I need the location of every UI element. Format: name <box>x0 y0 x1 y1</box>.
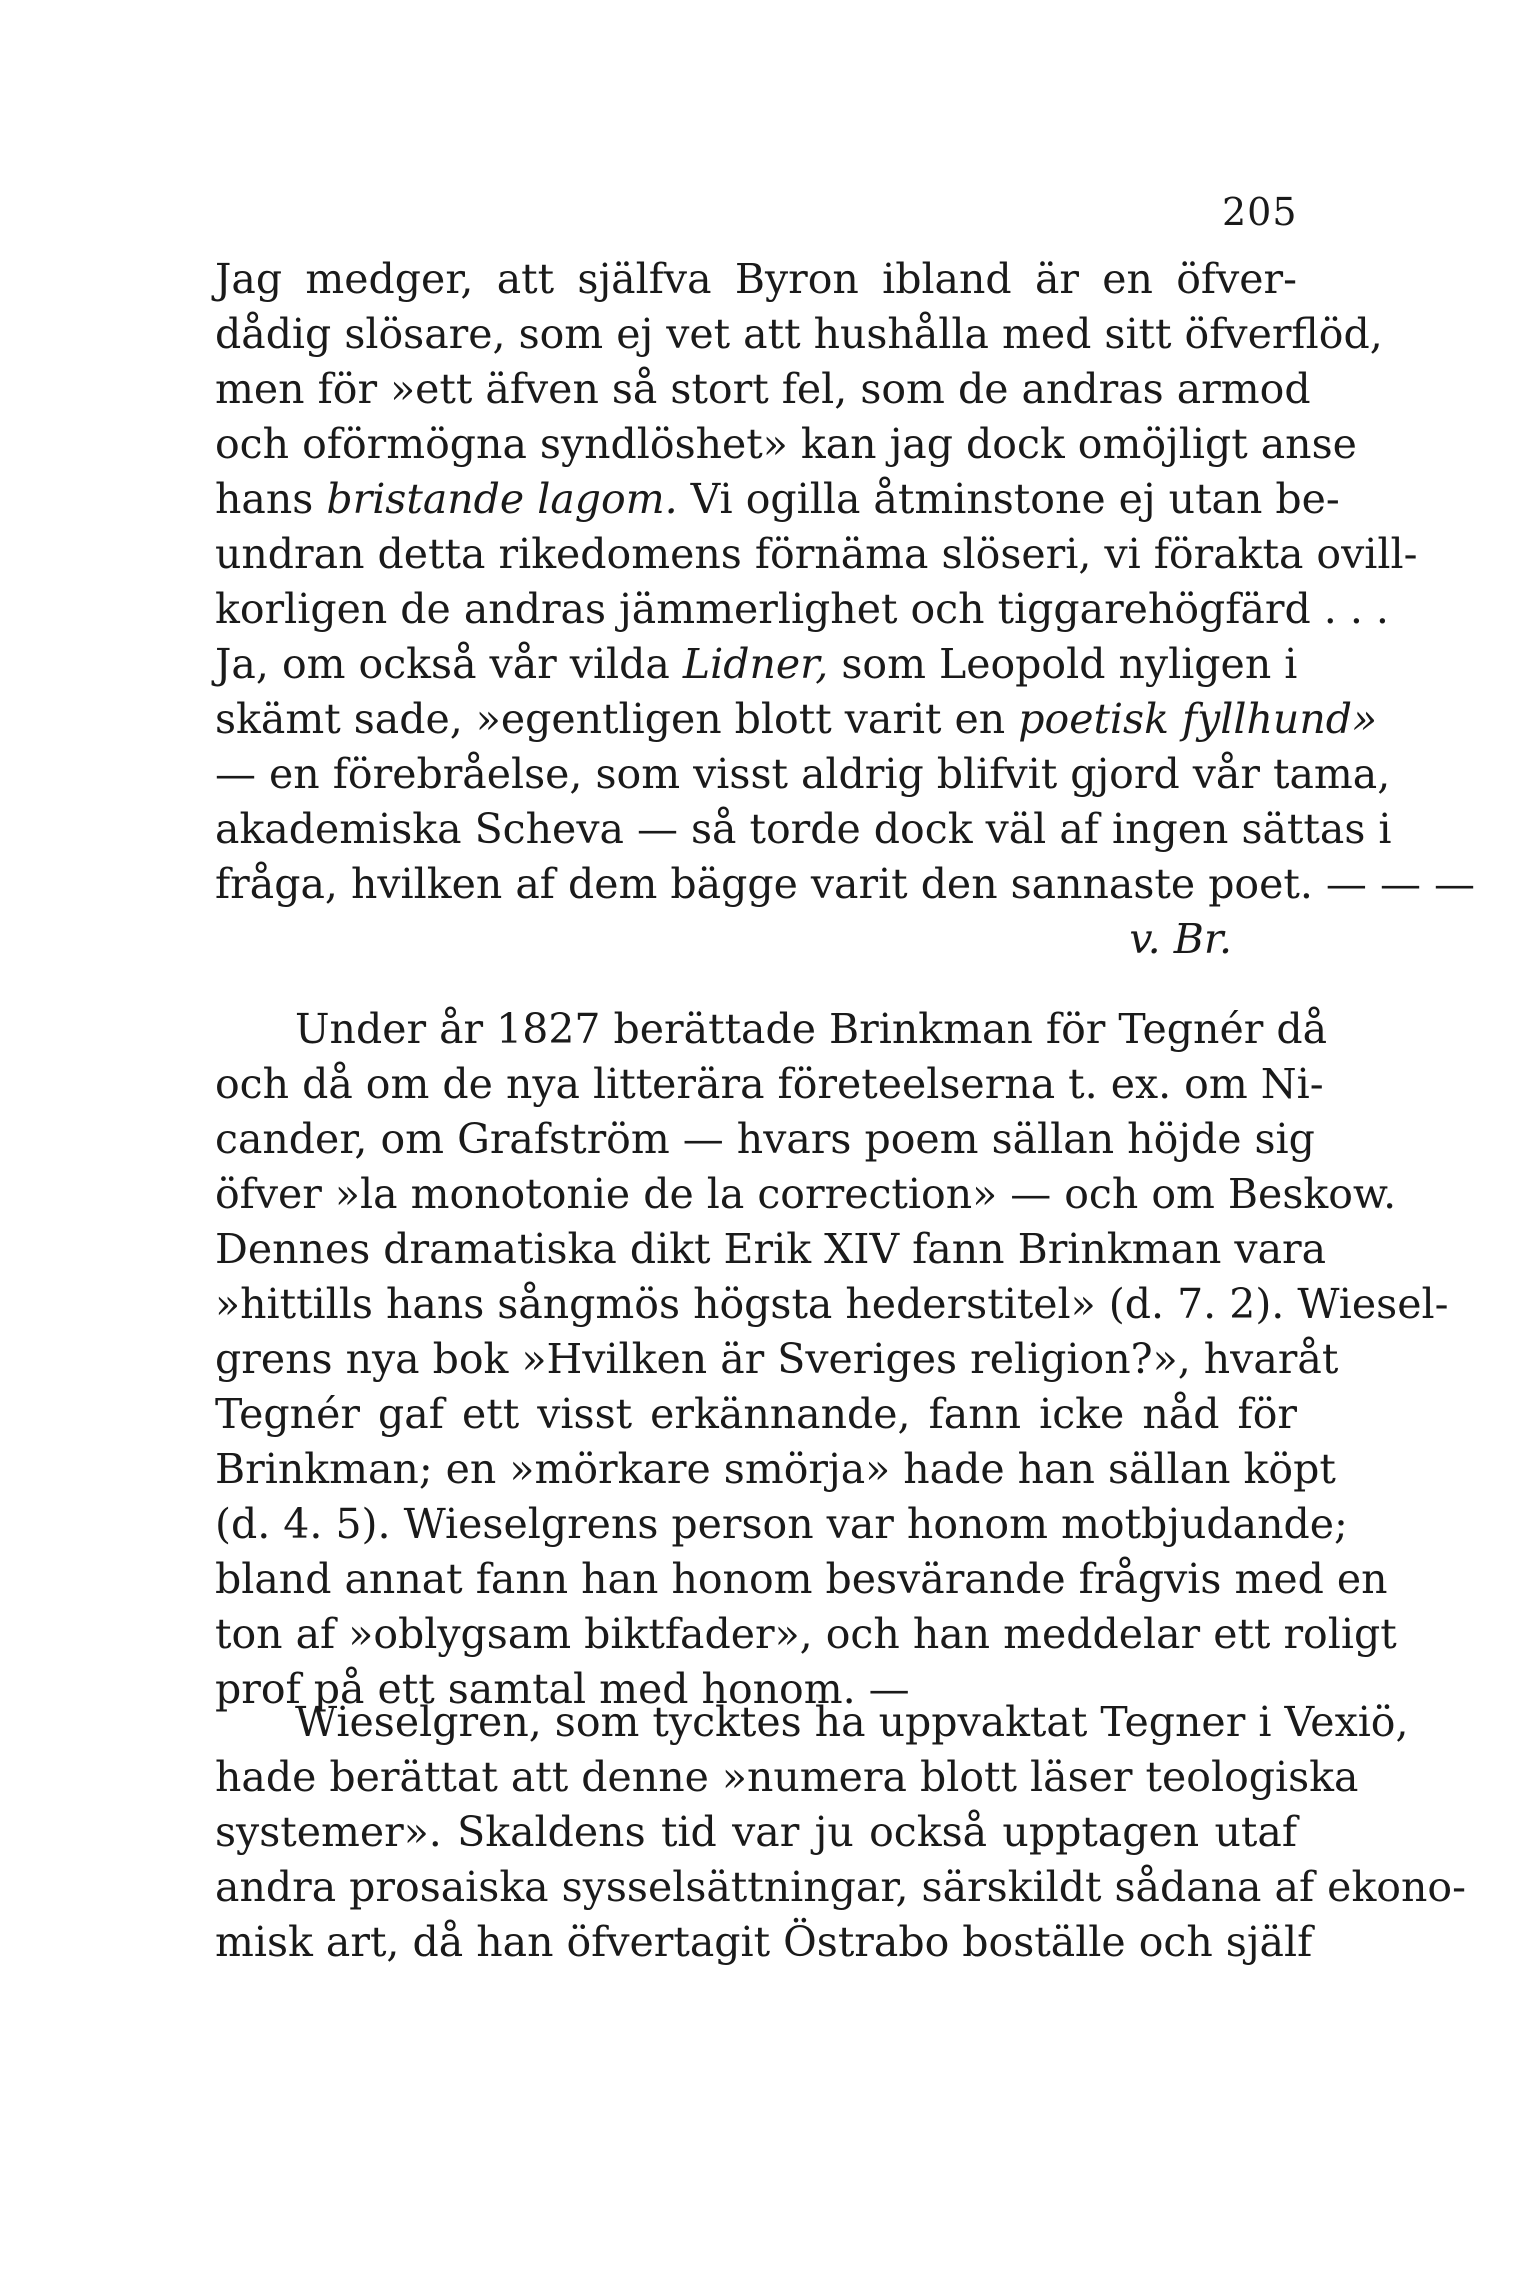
italic-phrase: bristande lagom. <box>326 475 678 523</box>
text-line: dådig slösare, som ej vet att hushålla med sitt öfverflöd, <box>215 310 1383 358</box>
text-line: (d. 4. 5). Wieselgrens person var honom motbjudande; <box>215 1500 1348 1548</box>
text-line: misk art, då han öfvertagit Östrabo boställe och själf <box>215 1918 1313 1966</box>
italic-phrase: poetisk fyllhund» <box>1018 695 1378 743</box>
text-line <box>215 637 1297 692</box>
text-fragment: hans <box>215 475 314 523</box>
text-line: undran detta rikedomens förnäma slöseri, vi förakta ovill- <box>215 530 1418 578</box>
text-line: andra prosaiska sysselsättningar, särskildt sådana af ekono- <box>215 1863 1466 1911</box>
paragraph-brinkman <box>215 1002 1449 1717</box>
paragraph-wieselgren <box>215 1695 1466 1970</box>
text-line: korligen de andras jämmerlighet och tiggarehögfärd . . . <box>215 585 1389 633</box>
text-line: men för »ett äfven så stort fel, som de andras armod <box>215 365 1311 413</box>
text-line: Jag medger, att själfva Byron ibland är en öfver- <box>215 255 1297 303</box>
text-fragment: Ja, om också vår vilda <box>215 640 670 688</box>
text-line <box>215 472 1340 527</box>
text-fragment: nyligen i <box>1118 640 1298 688</box>
text-line: fråga, hvilken af dem bägge varit den sannaste poet. — — — <box>215 860 1475 908</box>
text-line: cander, om Grafström — hvars poem sällan höjde sig <box>215 1115 1315 1163</box>
text-line: öfver »la monotonie de la correction» — och om Beskow. <box>215 1170 1397 1218</box>
text-fragment: som Leopold <box>841 640 1106 688</box>
text-line: prof på ett samtal med honom. — <box>215 1665 910 1713</box>
italic-name: Lidner, <box>682 640 829 688</box>
text-line: Dennes dramatiska dikt Erik XIV fann Brinkman vara <box>215 1225 1327 1273</box>
text-line <box>215 692 1378 747</box>
text-line: Wieselgren, som tycktes ha uppvaktat Tegner i Vexiö, <box>295 1698 1409 1746</box>
text-line: Under år 1827 berättade Brinkman för Tegnér då <box>295 1005 1328 1053</box>
page-number: 205 <box>1222 190 1298 234</box>
text-line: hade berättat att denne »numera blott läser teologiska <box>215 1753 1359 1801</box>
letter-quote <box>215 252 1475 967</box>
text-line: akademiska Scheva — så torde dock väl af ingen sättas i <box>215 805 1392 853</box>
text-line: Brinkman; en »mörkare smörja» hade han sällan köpt <box>215 1445 1336 1493</box>
signature: v. Br. <box>1129 915 1232 963</box>
text-line: »hittills hans sångmös högsta hederstitel» (d. 7. 2). Wiesel- <box>215 1280 1449 1328</box>
text-line: Tegnér gaf ett visst erkännande, fann icke nåd för <box>215 1390 1297 1438</box>
text-fragment: Vi ogilla åtminstone ej utan be- <box>690 475 1340 523</box>
text-line: ton af »oblygsam biktfader», och han meddelar ett roligt <box>215 1610 1397 1658</box>
text-line: — en förebråelse, som visst aldrig blifvit gjord vår tama, <box>215 750 1391 798</box>
text-line: och då om de nya litterära företeelserna t. ex. om Ni- <box>215 1060 1324 1108</box>
text-line: grens nya bok »Hvilken är Sveriges religion?», hvaråt <box>215 1335 1339 1383</box>
text-line: systemer». Skaldens tid var ju också upptagen utaf <box>215 1808 1297 1856</box>
text-fragment: skämt sade, »egentligen blott varit en <box>215 695 1006 743</box>
text-line: bland annat fann han honom besvärande frågvis med en <box>215 1555 1388 1603</box>
text-line: och oförmögna syndlöshet» kan jag dock omöjligt anse <box>215 420 1357 468</box>
